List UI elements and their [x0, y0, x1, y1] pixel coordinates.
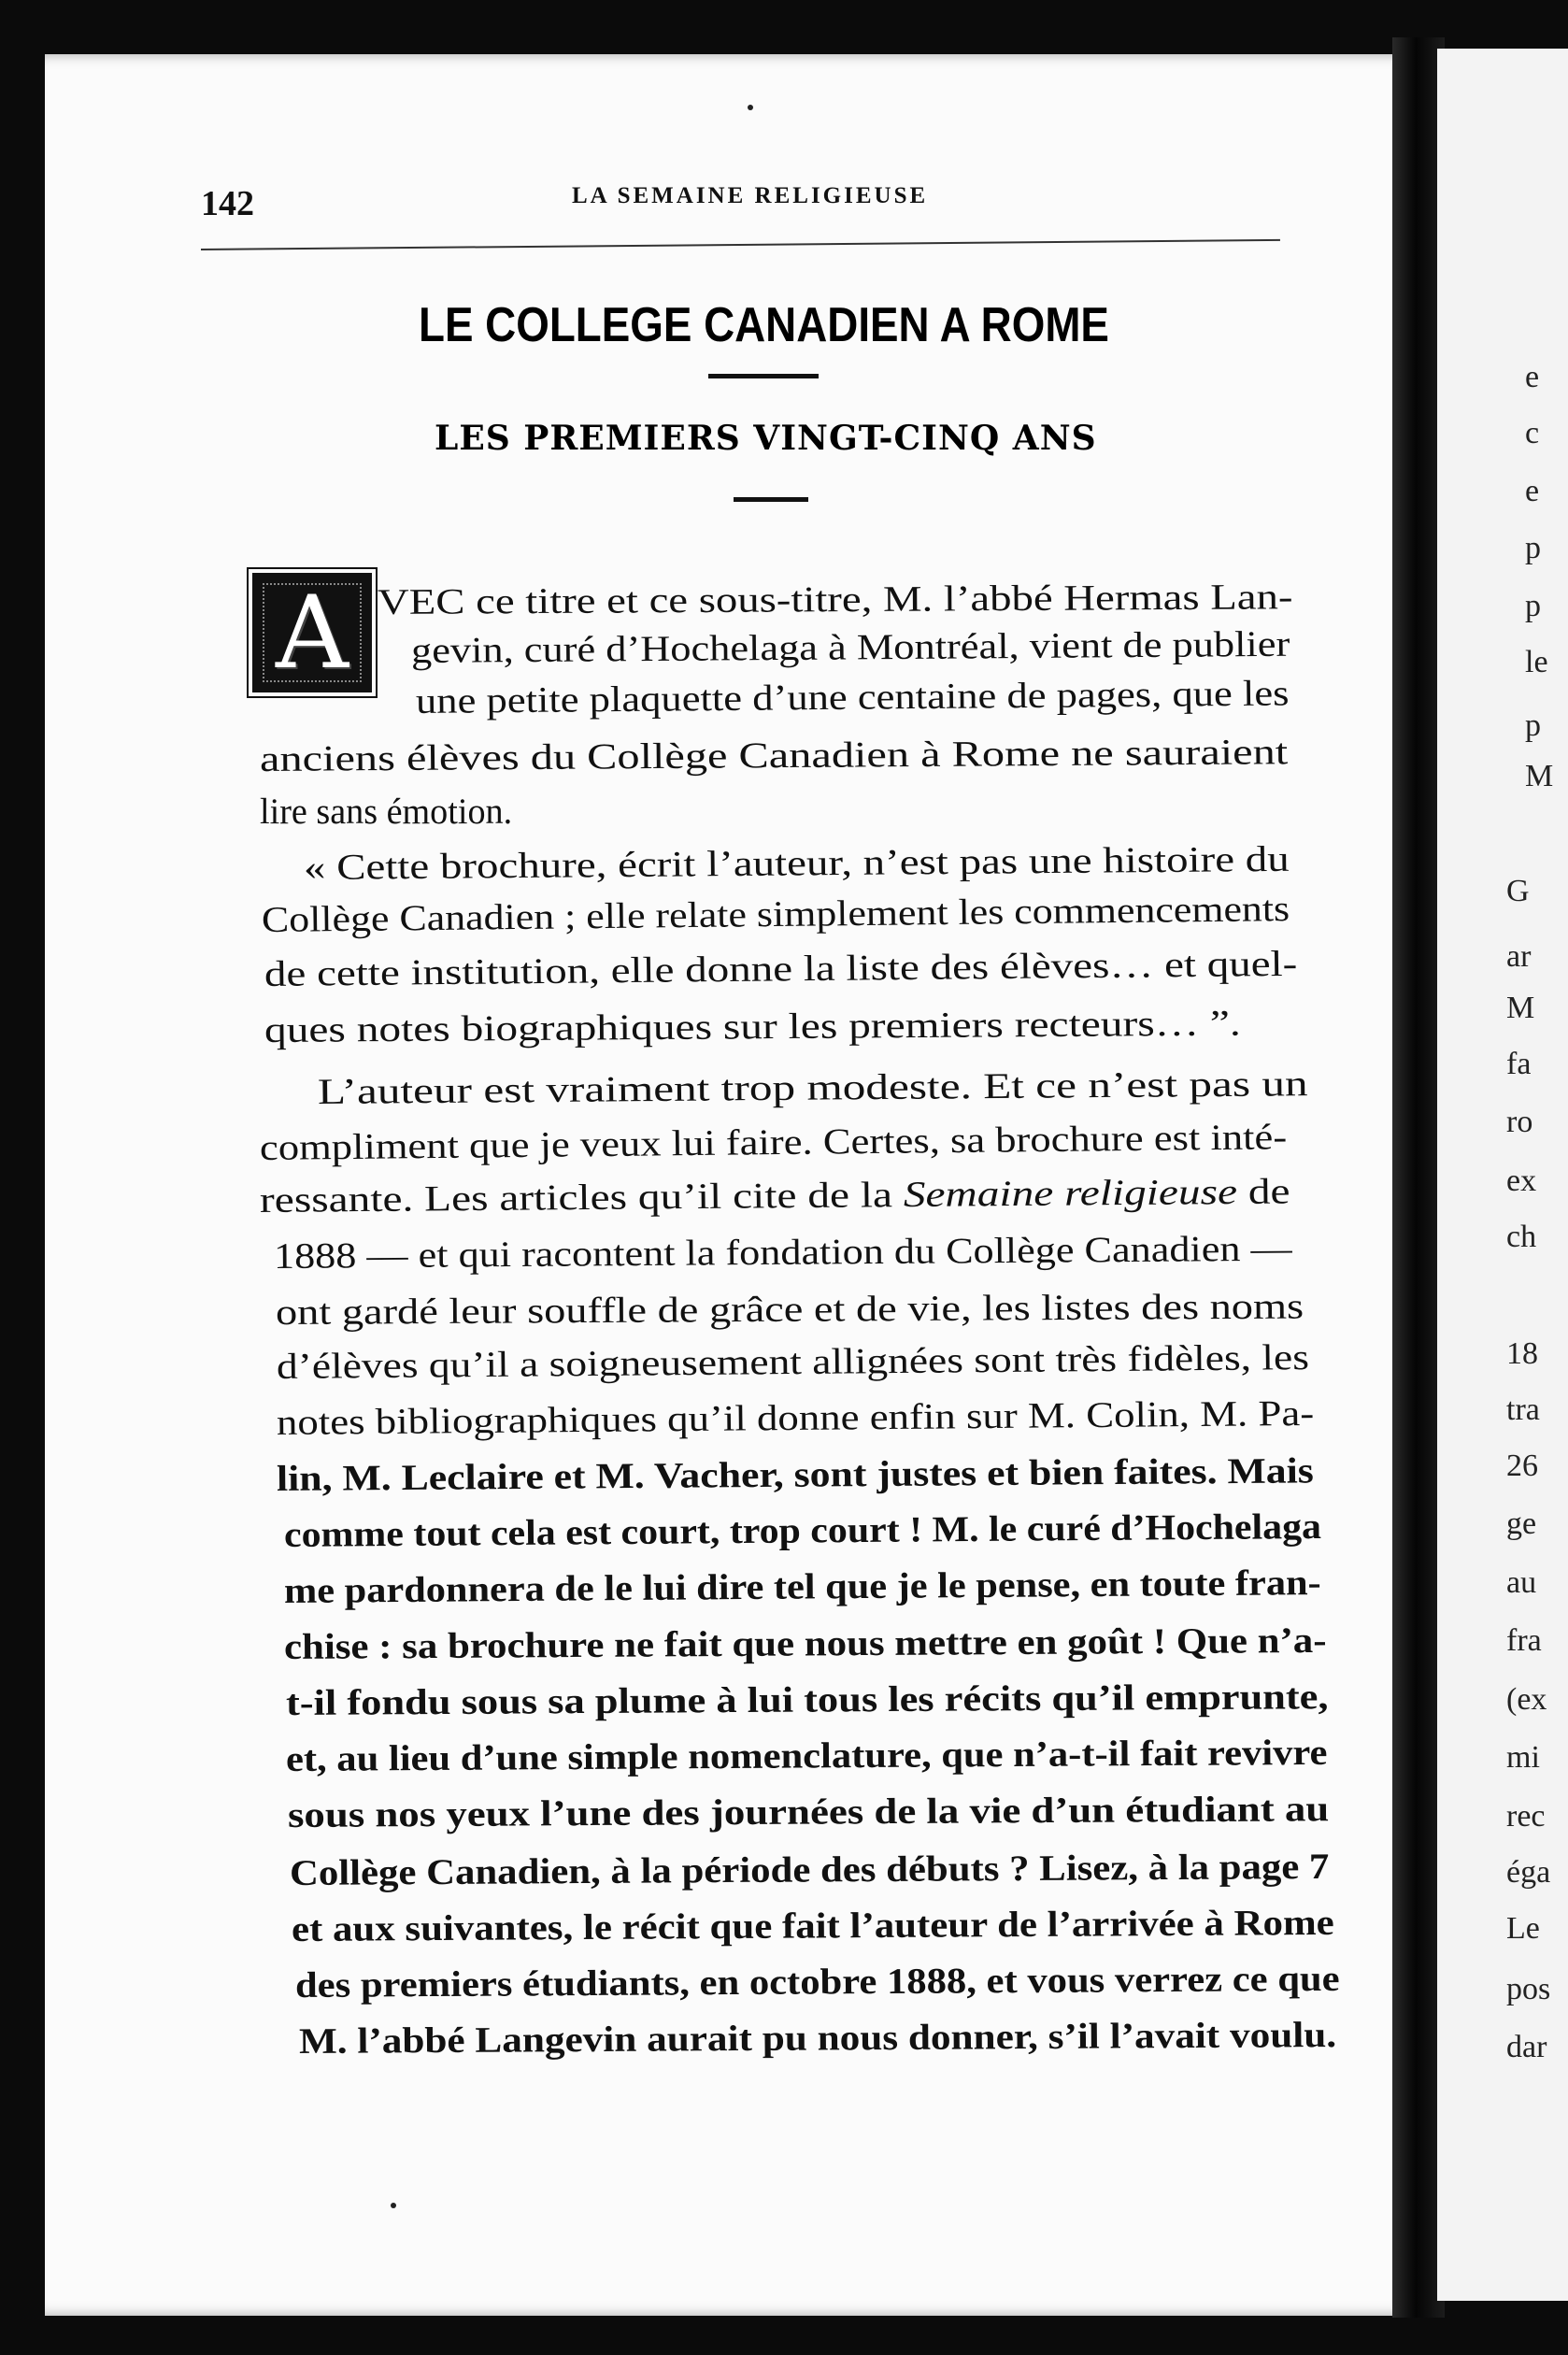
right-page-fragment: ro	[1506, 1105, 1533, 1139]
body-line: lin, M. Leclaire et M. Vacher, sont justes et bien faites. Mais	[276, 1450, 1315, 1499]
body-line-text: de	[1236, 1171, 1290, 1212]
body-line: compliment que je veux lui faire. Certes, sa brochure est inté-	[259, 1117, 1288, 1168]
subtitle-rule	[734, 497, 808, 502]
ornamental-drop-cap	[252, 573, 372, 692]
body-line: M. l’abbé Langevin aurait pu nous donner, s’il l’avait voulu.	[298, 2015, 1337, 2062]
right-page-fragment: (ex	[1506, 1682, 1547, 1717]
body-line-text: ressante. Les articles qu’il cite de la	[259, 1175, 905, 1220]
right-page-fragment: Le	[1506, 1911, 1540, 1946]
running-head: LA SEMAINE RELIGIEUSE	[572, 183, 929, 208]
right-page-fragment: M	[1506, 991, 1535, 1025]
body-line: t-il fondu sous sa plume à lui tous les récits qu’il emprunte,	[285, 1677, 1329, 1723]
right-page-fragment: fra	[1506, 1623, 1542, 1658]
right-page-fragment: e	[1525, 474, 1540, 508]
right-page-fragment: c	[1525, 416, 1540, 450]
right-page-fragment: ge	[1506, 1506, 1537, 1541]
right-page-fragment: au	[1506, 1565, 1537, 1600]
body-line: et, au lieu d’une simple nomenclature, que n’a-t-il fait revivre	[285, 1732, 1328, 1779]
body-line: VEC ce titre et ce sous-titre, M. l’abbé Hermas Lan-	[377, 577, 1293, 622]
right-page-fragment: ch	[1506, 1220, 1537, 1254]
right-page-fragment: ar	[1506, 939, 1532, 974]
body-line: ont gardé leur souffle de grâce et de vie, les listes des noms	[275, 1286, 1304, 1333]
body-line: de cette institution, elle donne la liste des élèves… et quel-	[264, 943, 1298, 994]
drop-cap-letter: A	[276, 574, 349, 692]
right-page-fragment: 18	[1506, 1336, 1538, 1371]
page-number: 142	[201, 184, 254, 223]
right-page-fragment: G	[1506, 874, 1530, 908]
body-line: notes bibliographiques qu’il donne enfin sur M. Colin, M. Pa-	[276, 1392, 1315, 1443]
right-page-fragment: pos	[1506, 1972, 1551, 2006]
right-page-fragment: mi	[1506, 1740, 1540, 1775]
body-line: sous nos yeux l’une des journées de la vie d’un étudiant au	[287, 1789, 1330, 1835]
body-line: lire sans émotion.	[260, 792, 513, 832]
right-page-fragment: e	[1525, 360, 1540, 394]
body-line: « Cette brochure, écrit l’auteur, n’est pas une histoire du	[303, 838, 1290, 888]
body-line: une petite plaquette d’une centaine de pages, que les	[415, 673, 1290, 721]
right-page-fragment: le	[1525, 645, 1548, 679]
body-line: chise : sa brochure ne fait que nous mettre en goût ! Que n’a-	[283, 1620, 1327, 1667]
body-line: comme tout cela est court, trop court ! M. le curé d’Hochelaga	[283, 1506, 1322, 1555]
body-line: gevin, curé d’Hochelaga à Montréal, vient de publier	[410, 623, 1290, 671]
right-page-fragment: tra	[1506, 1392, 1540, 1427]
body-line: d’élèves qu’il a soigneusement allignées sont très fidèles, les	[276, 1337, 1310, 1387]
right-page-fragment: p	[1525, 589, 1541, 623]
right-page-fragment: M	[1525, 759, 1554, 793]
right-page	[1437, 49, 1568, 2301]
body-line: Collège Canadien ; elle relate simplement les commencements	[261, 889, 1290, 940]
body-line: Collège Canadien, à la période des débuts ? Lisez, à la page 7	[289, 1846, 1330, 1893]
right-page-fragment: 26	[1506, 1449, 1538, 1483]
body-line: me pardonnera de le lui dire tel que je le pense, en toute fran-	[283, 1563, 1321, 1611]
article-subtitle: LES PREMIERS VINGT-CINQ ANS	[435, 419, 1097, 458]
body-line: 1888 — et qui racontent la fondation du Collège Canadien —	[273, 1228, 1292, 1277]
publication-title: Semaine religieuse	[903, 1171, 1238, 1216]
right-page-fragment: éga	[1506, 1855, 1551, 1890]
right-page-fragment: p	[1525, 708, 1541, 743]
right-page-fragment: ex	[1506, 1163, 1537, 1198]
body-line	[260, 1170, 1290, 1221]
right-page-fragment: p	[1525, 531, 1541, 565]
body-line: et aux suivantes, le récit que fait l’auteur de l’arrivée à Rome	[291, 1902, 1334, 1949]
right-page-fragment: rec	[1506, 1799, 1546, 1834]
body-line: des premiers étudiants, en octobre 1888, et vous verrez ce que	[294, 1958, 1340, 2005]
body-line: anciens élèves du Collège Canadien à Rome ne sauraient	[259, 732, 1289, 779]
title-rule	[708, 374, 819, 378]
body-line: ques notes biographiques sur les premiers recteurs… ”.	[264, 1003, 1242, 1050]
article-title: LE COLLEGE CANADIEN A ROME	[419, 298, 1109, 352]
scan-speck	[748, 105, 753, 110]
right-page-fragment: fa	[1506, 1047, 1532, 1081]
body-line: L’auteur est vraiment trop modeste. Et ce n’est pas un	[317, 1063, 1308, 1112]
right-page-fragment: dar	[1506, 2030, 1547, 2064]
scan-speck	[391, 2203, 396, 2208]
